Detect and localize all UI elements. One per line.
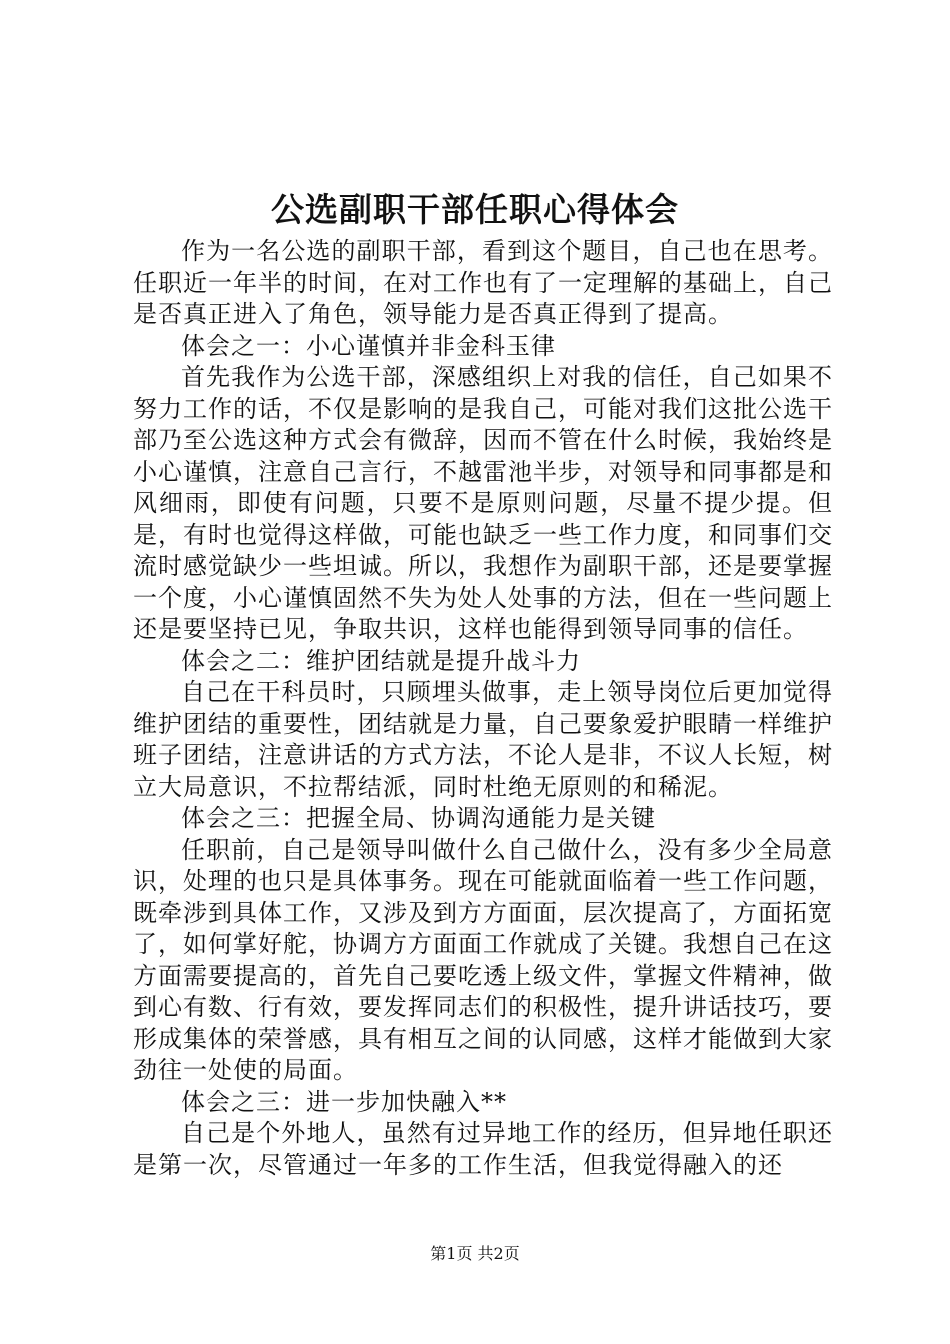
document-body [133, 236, 833, 1181]
paragraph-3: 任职前，自己是领导叫做什么自己做什么，没有多少全局意识，处理的也只是具体事务。现在可能就面临着一些工作问题，既牵涉到具体工作，又涉及到方方面面，层次提高了，方面拓宽了，如何掌好舵，协调方方面面工作就成了关键。我想自己在这方面需要提高的，首先自己要吃透上级文件，掌握文件精神，做到心有数、行有效，要发挥同志们的积极性，提升讲话技巧，要形成集体的荣誉感，具有相互之间的认同感，这样才能做到大家劲往一处使的局面。 [133, 835, 833, 1084]
paragraph-1: 首先我作为公选干部，深感组织上对我的信任，自己如果不努力工作的话，不仅是影响的是我自己，可能对我们这批公选干部乃至公选这种方式会有微辞，因而不管在什么时候，我始终是小心谨慎，注意自己言行，不越雷池半步，对领导和同事都是和风细雨，即使有问题，只要不是原则问题，尽量不提少提。但是，有时也觉得这样做，可能也缺乏一些工作力度，和同事们交流时感觉缺少一些坦诚。所以，我想作为副职干部，还是要掌握一个度，小心谨慎固然不失为处人处事的方法，但在一些问题上还是要坚持已见，争取共识，这样也能得到领导同事的信任。 [133, 363, 833, 643]
section-heading-3: 体会之三：把握全局、协调沟通能力是关键 [181, 804, 656, 832]
paragraph-4: 自己是个外地人，虽然有过异地工作的经历，但异地任职还是第一次，尽管通过一年多的工作生活，但我觉得融入的还 [133, 1119, 833, 1179]
document-title: 公选副职干部任职心得体会 [271, 190, 679, 229]
section-heading-1: 体会之一：小心谨慎并非金科玉律 [181, 331, 556, 360]
paragraph-2: 自己在干科员时，只顾埋头做事，走上领导岗位后更加觉得维护团结的重要性，团结就是力量，自己要象爱护眼睛一样维护班子团结，注意讲话的方式方法，不论人是非，不议人长短，树立大局意识，不拉帮结派，同时杜绝无原则的和稀泥。 [133, 678, 833, 801]
section-heading-4: 体会之三：进一步加快融入** [181, 1087, 507, 1116]
page-footer: 第1页 共2页 [430, 1244, 520, 1263]
paragraph-intro: 作为一名公选的副职干部，看到这个题目，自己也在思考。任职近一年半的时间，在对工作也有了一定理解的基础上，自己是否真正进入了角色，领导能力是否真正得到了提高。 [133, 237, 833, 328]
section-heading-2: 体会之二：维护团结就是提升战斗力 [181, 646, 581, 675]
